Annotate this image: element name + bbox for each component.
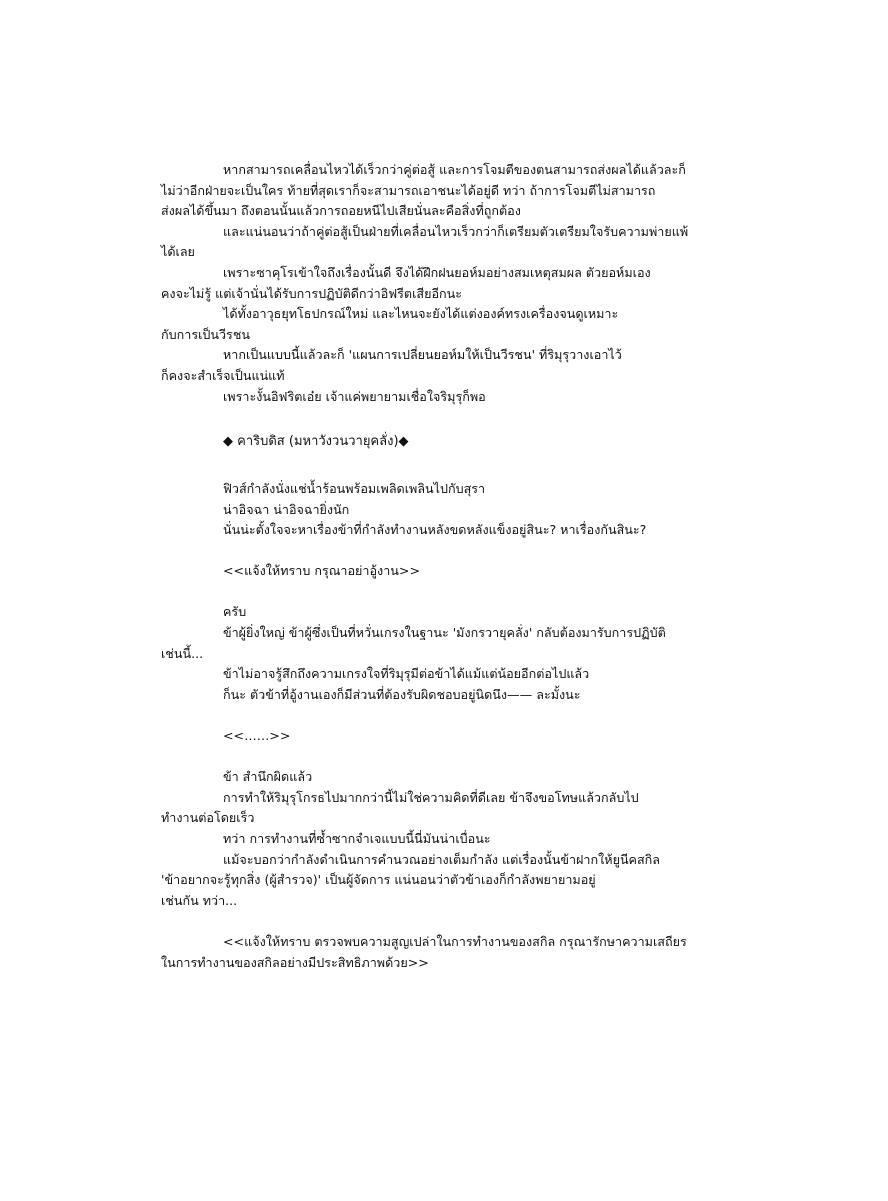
paragraph-line: เช่นกัน ทว่า... [161, 892, 238, 908]
paragraph-line: ครับ [223, 604, 247, 620]
paragraph-line: ทว่า การทำงานที่ซ้ำซากจำเจแบบนี้นี่มันน่าเบื่อนะ [223, 831, 491, 846]
blank-line [161, 458, 729, 479]
paragraph-line: การทำให้ริมุรุโกรธไปมากกว่านี้ไม่ใช่ความคิดที่ดีเลย ข้าจึงขอโทษแล้วกลับไป [223, 789, 639, 805]
paragraph-line: <<แจ้งให้ทราบ กรุณาอย่าอู้งาน>> [223, 563, 420, 579]
paragraph-line: ไม่ว่าอีกฝ่ายจะเป็นใคร ท้ายที่สุดเราก็จะสามารถเอาชนะได้อยู่ดี ทว่า ถ้าการโจมตีไม่สามารถ [161, 182, 656, 198]
paragraph-line: นั่นน่ะตั้งใจจะหาเรื่องข้าที่กำลังทำงานหลังขดหลังแข็งอยู่สินะ? หาเรื่องกันสินะ? [223, 522, 647, 538]
paragraph-line: เพราะงั้นอิฟริตเอ๋ย เจ้าแค่พยายามเชื่อใจริมุรุก็พอ [223, 388, 486, 404]
paragraph-line: <<แจ้งให้ทราบ ตรวจพบความสูญเปล่าในการทำงานของสกิล กรุณารักษาความเสถียร [223, 933, 687, 949]
paragraph-line: เพราะซาคุโรเข้าใจถึงเรื่องนั้นดี จึงได้ฝึกฝนยอห์มอย่างสมเหตุสมผล ตัวยอห์มเอง [223, 264, 651, 280]
paragraph-line: ได้เลย [161, 244, 195, 260]
blank-line [161, 407, 729, 428]
blank-line [161, 705, 729, 726]
paragraph-line: ส่งผลได้ขึ้นมา ถึงตอนนั้นแล้วการถอยหนีไปเสียนั่นละคือสิ่งที่ถูกต้อง [161, 203, 521, 219]
scene-heading: ◆ คาริบดิส (มหาวังวนวายุคลั่ง)◆ [223, 433, 409, 449]
paragraph-line: <<……>> [223, 728, 291, 744]
paragraph-line: 'ข้าอยากจะรู้ทุกสิ่ง (ผู้สำรวจ)' เป็นผู้จัดการ แน่นอนว่าตัวข้าเองก็กำลังพยายามอยู่ [161, 872, 596, 888]
paragraph-line: ข้าผู้ยิ่งใหญ่ ข้าผู้ซึ่งเป็นที่หวั่นเกรงในฐานะ 'มังกรวายุคลั่ง' กลับต้องมารับการปฏิบัติ [223, 625, 666, 641]
paragraph-line: ทำงานต่อโดยเร็ว [161, 810, 255, 826]
blank-line [161, 747, 729, 768]
paragraph-line: กับการเป็นวีรชน [161, 326, 250, 342]
paragraph-line: น่าอิจฉา น่าอิจฉายิ่งนัก [223, 501, 350, 517]
paragraph-line: หากเป็นแบบนี้แล้วละก็ 'แผนการเปลี่ยนยอห์มให้เป็นวีรชน' ที่ริมุรุวางเอาไว้ [223, 347, 622, 363]
paragraph-line: ได้ทั้งอาวุธยุทโธปกรณ์ใหม่ และไหนจะยังได้แต่งองค์ทรงเครื่องจนดูเหมาะ [223, 306, 619, 322]
paragraph-line: ในการทำงานของสกิลอย่างมีประสิทธิภาพด้วย>> [161, 954, 429, 970]
paragraph-line: ข้าไม่อาจรู้สึกถึงความเกรงใจที่ริมุรุมีต่อข้าได้แม้แต่น้อยอีกต่อไปแล้ว [223, 666, 590, 682]
blank-line [161, 911, 729, 932]
paragraph-line: ฟิวส์กำลังนั่งแช่น้ำร้อนพร้อมเพลิดเพลินไปกับสุรา [223, 480, 486, 496]
paragraph-line: เช่นนี้... [161, 645, 204, 661]
document-body [161, 160, 729, 973]
paragraph-line: ข้า สำนึกผิดแล้ว [223, 769, 313, 785]
blank-line [161, 541, 729, 562]
paragraph-line: หากสามารถเคลื่อนไหวได้เร็วกว่าคู่ต่อสู้ และการโจมตีของตนสามารถส่งผลได้แล้วละก็ [223, 162, 686, 177]
paragraph-line: ก็คงจะสำเร็จเป็นแน่แท้ [161, 367, 285, 383]
paragraph-line: ก็นะ ตัวข้าที่อู้งานเองก็มีส่วนที่ต้องรับผิดชอบอยู่นิดนึง—— ละมั้งนะ [223, 686, 581, 702]
blank-line [161, 582, 729, 603]
paragraph-line: แม้จะบอกว่ากำลังดำเนินการคำนวณอย่างเต็มกำลัง แต่เรื่องนั้นข้าฝากให้ยูนีคสกิล [223, 851, 661, 867]
paragraph-line: คงจะไม่รู้ แต่เจ้านั่นได้รับการปฏิบัติดีกว่าอิฟรีตเสียอีกนะ [161, 285, 463, 301]
paragraph-line: และแน่นอนว่าถ้าคู่ต่อสู้เป็นฝ่ายที่เคลื่อนไหวเร็วกว่าก็เตรียมตัวเตรียมใจรับความพ่ายแพ้ [223, 223, 689, 239]
